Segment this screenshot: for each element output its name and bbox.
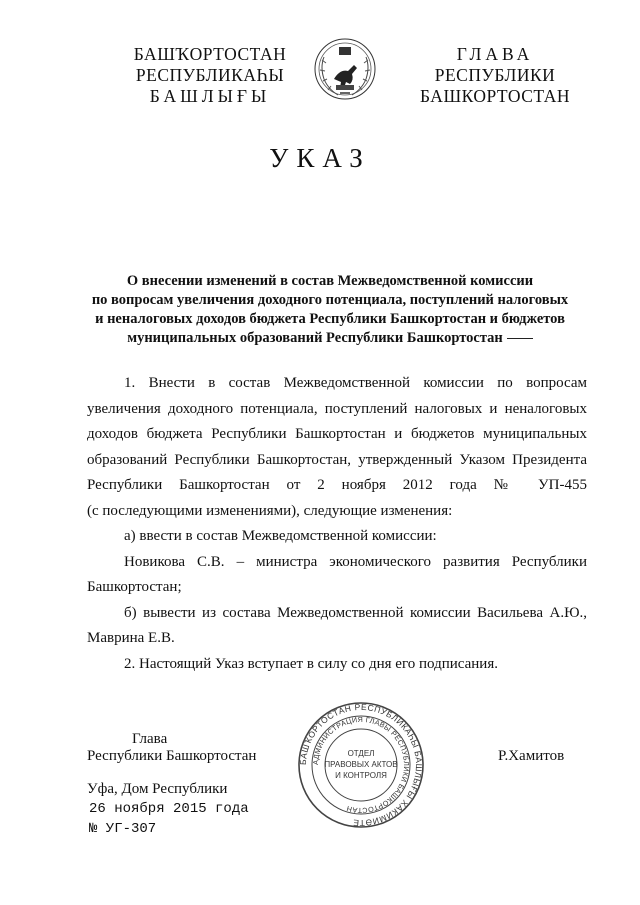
paragraph-b-line-1: б) вывести из состава Межведомственной комиссии Васильева А.Ю., [124,605,587,621]
document-type-title: УКАЗ [269,143,371,173]
header-right-line-2: РЕСПУБЛИКИ [434,65,556,85]
stamp-center-line-2: ПРАВОВЫХ АКТОВ [324,760,398,769]
decree-number: № УГ-307 [89,821,157,837]
paragraph-novikova-line-1: Новикова С.В. – министра экономического развития Республики [124,554,587,570]
signatory-name: Р.Хамитов [498,748,565,764]
paragraph-1-line-6: (с последующими изменениями), следующие изменения: [87,503,453,519]
subject-line-4-wrap [60,329,600,348]
header-right-line-1: ГЛАВА [456,44,534,64]
subject-line-1: О внесении изменений в состав Межведомственной комиссии [126,273,534,289]
header-right-line-3: БАШКОРТОСТАН [419,86,570,106]
paragraph-1-line-2: увеличения доходного потенциала, поступлений налоговых и неналоговых [87,401,587,417]
paragraph-a: а) ввести в состав Межведомственной комиссии: [124,528,437,544]
decree-subject [60,272,600,348]
header-right-russian [410,44,580,107]
header-left-line-2: РЕСПУБЛИКАҺЫ [135,65,285,85]
subject-line-2: по вопросам увеличения доходного потенциала, поступлений налоговых [91,292,569,308]
stamp-outer-text: БАШҠОРТОСТАН РЕСПУБЛИКАҺЫ БАШЛЫҒЫ ХАКИМИӘТЕ [297,701,425,829]
paragraph-1-line-1: 1. Внести в состав Межведомственной комиссии по вопросам [124,375,587,391]
header-left-bashkir [110,44,310,107]
official-stamp-icon [296,700,426,830]
issue-date: 26 ноября 2015 года [89,801,249,817]
stamp-inner-text: АДМИНИСТРАЦИЯ ГЛАВЫ РЕСПУБЛИКИ БАШКОРТОСТАН [310,714,412,816]
paragraph-1-line-3: доходов бюджета Республики Башкортостан и бюджетов муниципальных [87,426,587,442]
header-left-line-1: БАШҠОРТОСТАН [133,44,287,64]
header-left-line-3: БАШЛЫҒЫ [149,86,271,106]
paragraph-1-line-4: образований Республики Башкортостан, утвержденный Указом Президента [87,452,587,468]
bashkortostan-emblem-icon [312,33,378,105]
stamp-center-line-3: И КОНТРОЛЯ [335,771,387,780]
signature-title-line-2: Республики Башкортостан [87,748,257,764]
paragraph-1-line-5: Республики Башкортостан от 2 ноября 2012 года № УП-455 [87,477,587,493]
subject-line-4: муниципальных образований Республики Башкортостан [127,330,503,346]
subject-line-3: и неналоговых доходов бюджета Республики Башкортостан и бюджетов [95,311,565,327]
issue-place: Уфа, Дом Республики [87,781,228,797]
paragraph-2: 2. Настоящий Указ вступает в силу со дня его подписания. [124,656,498,672]
paragraph-novikova-line-2: Башкортостан; [87,579,182,595]
subject-underline-rule [507,338,533,339]
signature-title-line-1: Глава [132,731,168,747]
paragraph-b-line-2: Маврина Е.В. [87,630,175,646]
stamp-center-line-1: ОТДЕЛ [347,749,375,758]
